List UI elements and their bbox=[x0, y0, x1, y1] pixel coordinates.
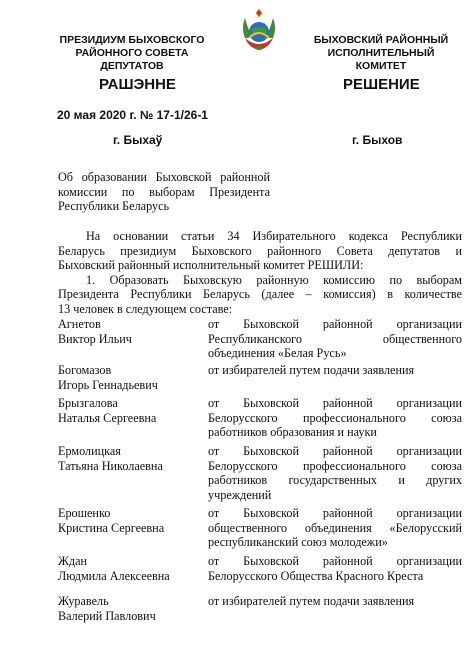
member-org-line: Белорусского профессионального союза bbox=[208, 410, 462, 425]
title-by: РАШЭННЕ bbox=[99, 76, 176, 93]
member-org-line: от Быховской районной организации bbox=[208, 396, 462, 410]
member-given: Татьяна Николаевна bbox=[58, 458, 163, 473]
member-name bbox=[58, 594, 198, 623]
member-given: Людмила Алексеевна bbox=[58, 568, 170, 583]
header-left-line1: ПРЕЗИДИУМ БЫХОВСКОГО bbox=[59, 34, 205, 46]
subject-line3: Республики Беларусь bbox=[58, 199, 170, 214]
intro-line1: На основании статьи 34 Избирательного кодекса Республики bbox=[86, 229, 462, 243]
member-org bbox=[208, 363, 462, 378]
intro bbox=[58, 229, 462, 317]
place-by: г. Быхаў bbox=[113, 133, 163, 147]
member-org bbox=[208, 594, 462, 609]
header-left-line3: ДЕПУТАТОВ bbox=[100, 60, 164, 72]
member-name bbox=[58, 554, 198, 583]
intro-line3: Быховский районный исполнительный комитет РЕШИЛИ: bbox=[58, 258, 364, 273]
member-name bbox=[58, 506, 198, 535]
member-org-line: общественного объединения «Белорусский bbox=[208, 520, 462, 535]
header-left-line2: РАЙОННОГО СОВЕТА bbox=[75, 47, 189, 59]
member-surname: Ерошенко bbox=[58, 506, 111, 520]
member-surname: Агнетов bbox=[58, 317, 101, 331]
member-org-line: от Быховской районной организации bbox=[208, 444, 462, 458]
header-right-line1: БЫХОВСКИЙ РАЙОННЫЙ bbox=[313, 34, 449, 46]
intro-line5: Президента Республики Беларусь (далее – комиссия) в количестве bbox=[58, 287, 462, 302]
intro-line4: 1. Образовать Быховскую районную комиссию по выборам bbox=[86, 272, 462, 287]
member-org-line: работников государственных и других bbox=[208, 473, 462, 488]
member-given: Наталья Сергеевна bbox=[58, 410, 157, 425]
member-surname: Богомазов bbox=[58, 363, 112, 377]
title-ru: РЕШЕНИЕ bbox=[343, 76, 420, 93]
member-name bbox=[58, 363, 198, 392]
member-org-line: от Быховской районной организации bbox=[208, 554, 462, 568]
member-given: Валерий Павлович bbox=[58, 608, 156, 623]
belarus-coat-of-arms-icon bbox=[239, 8, 279, 52]
member-org-line: Республиканского общественного bbox=[208, 331, 462, 346]
intro-line2: Беларусь президиум Быховского районного Совета депутатов и bbox=[58, 243, 462, 258]
member-surname: Журавель bbox=[58, 594, 109, 608]
subject bbox=[58, 170, 270, 214]
member-org-line: от избирателей путем подачи заявления bbox=[208, 363, 415, 377]
member-org-line: Белорусского Общества Красного Креста bbox=[208, 568, 424, 583]
member-surname: Ермолицкая bbox=[58, 444, 121, 458]
member-name bbox=[58, 444, 198, 473]
subject-line1: Об образовании Быховской районной bbox=[58, 170, 270, 184]
member-org bbox=[208, 396, 462, 440]
member-name bbox=[58, 317, 198, 346]
subject-line2: комиссии по выборам Президента bbox=[58, 184, 270, 199]
member-org bbox=[208, 506, 462, 550]
member-org-line: Белорусского профессионального союза bbox=[208, 458, 462, 473]
header-right bbox=[306, 34, 456, 73]
member-name bbox=[58, 396, 198, 425]
member-org bbox=[208, 554, 462, 583]
member-org-line: работников образования и науки bbox=[208, 425, 377, 440]
doc-number: 20 мая 2020 г. № 17-1/26-1 bbox=[57, 108, 208, 122]
member-given: Кристина Сергеевна bbox=[58, 520, 165, 535]
member-org-line: от Быховской районной организации bbox=[208, 506, 462, 520]
member-surname: Ждан bbox=[58, 554, 88, 568]
member-given: Игорь Геннадьевич bbox=[58, 377, 158, 392]
intro-line6: 13 человек в следующем составе: bbox=[58, 301, 233, 316]
header-right-line2: ИСПОЛНИТЕЛЬНЫЙ КОМИТЕТ bbox=[327, 47, 435, 72]
member-org-line: объединения «Белая Русь» bbox=[208, 346, 347, 361]
member-surname: Брызгалова bbox=[58, 396, 118, 410]
member-given: Виктор Ильич bbox=[58, 331, 132, 346]
member-org bbox=[208, 317, 462, 361]
member-org-line: от избирателей путем подачи заявления bbox=[208, 594, 415, 608]
member-org-line: республиканский союз молодежи» bbox=[208, 535, 388, 550]
member-org-line: от Быховской районной организации bbox=[208, 317, 462, 331]
place-ru: г. Быхов bbox=[352, 133, 403, 147]
member-org-line: учреждений bbox=[208, 487, 272, 502]
member-org bbox=[208, 444, 462, 502]
header-left bbox=[52, 34, 212, 73]
